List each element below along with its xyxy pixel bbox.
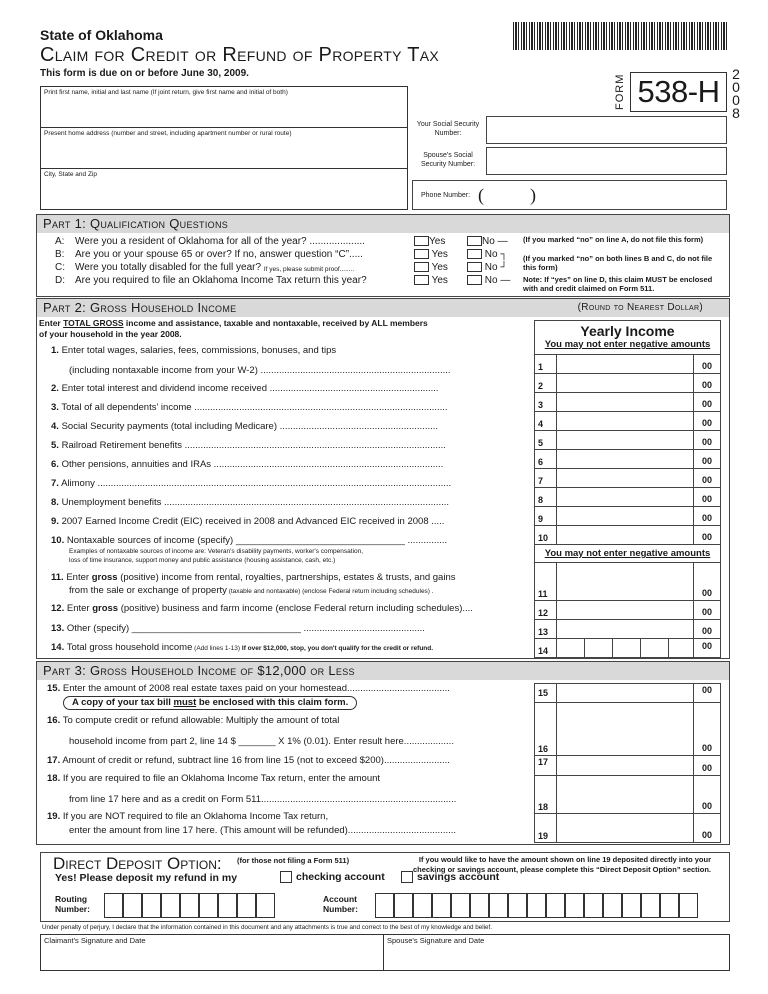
account-digit-box[interactable]: [394, 893, 413, 918]
no-checkbox-d[interactable]: [467, 275, 482, 285]
form-title: Claim for Credit or Refund of Property Tax: [40, 44, 440, 66]
amount-input-11[interactable]: [557, 563, 694, 600]
box-number: 9: [535, 507, 557, 525]
cents: 00: [701, 830, 712, 840]
amount-input-16[interactable]: [557, 703, 694, 755]
no-label: No: [484, 275, 498, 286]
line-note: (taxable and nontaxable) (enclose Federal return including schedules) .: [226, 588, 434, 595]
amount-row-5: [535, 430, 720, 449]
line-number: 2.: [51, 383, 59, 394]
amount-row-14: [535, 638, 720, 657]
account-digit-box[interactable]: [660, 893, 679, 918]
amount-row-2: [535, 373, 720, 392]
line-text: Enter total interest and dividend income received ................................................................: [61, 383, 439, 394]
part2-header: [37, 299, 729, 317]
amount-input-2[interactable]: [557, 374, 694, 392]
amount-input-12[interactable]: [557, 601, 694, 619]
no-label: No: [484, 262, 498, 273]
question-text: Are you required to file an Oklahoma Income Tax return this year?: [75, 275, 367, 286]
ssn-label: Your Social Security Number:: [416, 121, 480, 137]
yearly-income-title: Yearly Income: [580, 323, 675, 339]
line-16: [47, 715, 339, 726]
line-text: To compute credit or refund allowable: Multiply the amount of total: [62, 715, 340, 726]
cents: 00: [701, 475, 712, 485]
cents: 00: [701, 532, 712, 542]
routing-digit-box[interactable]: [199, 893, 218, 918]
due-date: This form is due on or before June 30, 2009.: [40, 68, 249, 79]
barcode: [513, 22, 727, 50]
line-number: 1.: [51, 345, 59, 356]
cents: 00: [701, 494, 712, 504]
no-checkbox-a[interactable]: [467, 236, 482, 246]
account-number-boxes[interactable]: [375, 893, 698, 918]
line-5: [51, 440, 446, 451]
question-letter: C:: [55, 262, 65, 273]
line-2: [51, 383, 439, 394]
account-digit-box[interactable]: [565, 893, 584, 918]
cents: 00: [701, 588, 712, 598]
amount-input-18[interactable]: [557, 776, 694, 813]
part1-section: Part 1: Qualification Questions A: Were you a resident of Oklahoma for all of the year? .................... B: Are you or your spouse 65 or over? If no, answer question “C”..... C: Were you totally disabled for the full year? If yes, please submit proof........ D: Are you required to file an Oklahoma Income Tax return this year? Yes Yes Yes Yes No — No ┐ No ┘ No — (If you marked “no” on line A, do not file this form) (If you marked “no” on both lines B and C, do not file this form) Note: If “yes” on line D, this claim MUST be enclosed with and credit claimed on Form 511.: [36, 214, 730, 297]
no-negative-note: You may not enter negative amounts: [544, 339, 711, 350]
line-15: [47, 683, 450, 694]
line-10-examples: loss of time insurance, support money and public assistance (housing assistance, cash, etc.): [69, 557, 336, 564]
amount-row-6: [535, 449, 720, 468]
box-number: 4: [535, 412, 557, 430]
line-text: Total gross household income: [66, 642, 193, 653]
claimant-signature-field[interactable]: [41, 935, 384, 970]
paren-close: ): [530, 184, 537, 205]
account-label-line: Number:: [323, 904, 358, 914]
account-digit-box[interactable]: [508, 893, 527, 918]
line-text: Total of all dependents' income ................................................................................................: [61, 402, 448, 413]
routing-digit-box[interactable]: [142, 893, 161, 918]
box-number: 5: [535, 431, 557, 449]
line-13: [51, 623, 425, 634]
box-number: 6: [535, 450, 557, 468]
line-number: 11.: [51, 572, 64, 583]
routing-digit-box[interactable]: [256, 893, 275, 918]
line-text: (positive) income from rental, royalties, partnerships, estates & trusts, and gains: [117, 572, 456, 583]
question-a: [55, 236, 365, 247]
checking-label: checking account: [296, 871, 385, 883]
cents: 00: [701, 801, 712, 811]
state-name: State of Oklahoma: [40, 27, 163, 43]
line-number: 4.: [51, 421, 59, 432]
yes-label: Yes: [431, 262, 448, 273]
line-8: [51, 497, 449, 508]
cents: 00: [701, 418, 712, 428]
amount-row-11: [535, 562, 720, 600]
yes-checkbox-b[interactable]: [414, 249, 429, 259]
note-line-d: Note: If “yes” on line D, this claim MUST be enclosed with and credit claimed on Form 511.: [523, 275, 713, 293]
part3-section: [36, 661, 730, 845]
part2-section: [36, 298, 730, 659]
amount-input-9[interactable]: [557, 507, 694, 525]
line-number: 14.: [51, 642, 65, 653]
spouse-signature-field[interactable]: [384, 935, 729, 970]
amount-input-3[interactable]: [557, 393, 694, 411]
account-label-line: Account: [323, 894, 357, 904]
line-11-cont: [69, 585, 434, 596]
box-number: 13: [535, 620, 557, 638]
question-text: Are you or your spouse 65 or over? If no, answer question “C”.....: [75, 249, 363, 260]
account-digit-box[interactable]: [413, 893, 432, 918]
cents: 00: [701, 685, 712, 695]
question-letter: D:: [55, 275, 65, 286]
line-text: from the sale or exchange of property: [69, 585, 227, 596]
yes-checkbox-d[interactable]: [414, 275, 429, 285]
amount-row-10: [535, 525, 720, 544]
cents: 00: [701, 607, 712, 617]
address-field[interactable]: [41, 128, 407, 169]
account-digit-box[interactable]: [527, 893, 546, 918]
line-16-cont: household income from part 2, line 14 $ _______ X 1% (0.01). Enter result here...................: [69, 736, 454, 747]
account-digit-box[interactable]: [546, 893, 565, 918]
amount-row-13: [535, 619, 720, 638]
question-letter: A:: [55, 236, 65, 247]
box-number: 8: [535, 488, 557, 506]
round-note: (Round to Nearest Dollar): [577, 302, 703, 313]
line-1: [51, 345, 336, 356]
question-text: Were you totally disabled for the full year?: [75, 262, 262, 273]
line-1-cont: [69, 365, 451, 376]
notice-text: A copy of your tax bill: [72, 697, 174, 708]
account-digit-box[interactable]: [584, 893, 603, 918]
phone-label: Phone Number:: [421, 191, 471, 199]
year-digit: 2: [732, 66, 740, 82]
line-number: 9.: [51, 516, 59, 527]
cents: 00: [701, 399, 712, 409]
no-checkbox-b[interactable]: [467, 249, 482, 259]
amount-row-8: [535, 487, 720, 506]
account-digit-box[interactable]: [451, 893, 470, 918]
line-text: Enter: [66, 572, 92, 583]
box-number: 10: [535, 526, 557, 544]
account-digit-box[interactable]: [622, 893, 641, 918]
amount-input-13[interactable]: [557, 620, 694, 638]
box-number: 12: [535, 601, 557, 619]
line-text: Railroad Retirement benefits ...................................................................................................: [61, 440, 446, 451]
line-text: Other pensions, annuities and IRAs .......................................................................................: [61, 459, 444, 470]
notice-text: be enclosed with this claim form.: [196, 697, 349, 708]
line-text: Amount of credit or refund, subtract line 16 from line 15 (not to exceed $200).........................: [62, 755, 450, 766]
line-4: [51, 421, 438, 432]
line-number: 15.: [47, 683, 61, 694]
amount-row-9: [535, 506, 720, 525]
line-3: [51, 402, 448, 413]
box-number: 19: [535, 814, 557, 842]
box-number: 7: [535, 469, 557, 487]
amount-input-15[interactable]: [557, 683, 694, 702]
amount-input-10[interactable]: [557, 526, 694, 544]
part2-heading: Part 2: Gross Household Income: [43, 300, 237, 315]
amount-row-19: [535, 813, 720, 842]
routing-digit-box[interactable]: [218, 893, 237, 918]
yes-checkbox-c[interactable]: [414, 262, 429, 272]
intro-text: Enter: [39, 318, 64, 328]
account-digit-box[interactable]: [679, 893, 698, 918]
account-label: [323, 894, 358, 914]
account-digit-box[interactable]: [375, 893, 394, 918]
yes-checkbox-a[interactable]: [414, 236, 429, 246]
line-emphasis: gross: [92, 603, 119, 614]
line-text: Other (specify) ________________________________ ..............................................: [66, 623, 425, 634]
question-letter: B:: [55, 249, 65, 260]
cents: 00: [701, 626, 712, 636]
cents: 00: [701, 380, 712, 390]
line-text: If you are required to file an Oklahoma Income Tax return, enter the amount: [62, 773, 381, 784]
line-19-cont: enter the amount from line 17 here. (This amount will be refunded).........................................: [69, 825, 457, 836]
line-number: 3.: [51, 402, 59, 413]
notice-emphasis: must: [173, 697, 197, 708]
line-6: [51, 459, 443, 470]
part3-heading: Part 3: Gross Household Income of $12,000 or Less: [37, 662, 729, 680]
box-number: 15: [535, 683, 557, 702]
line-text: 2007 Earned Income Credit (EIC) received in 2008 and Advanced EIC received in 2008 .....: [61, 516, 445, 527]
income-limit-warning: If over $12,000, stop, you don't qualify for the credit or refund.: [240, 645, 434, 652]
part3-amount-column: [534, 683, 721, 843]
yes-label: Yes: [431, 275, 448, 286]
amount-input-14[interactable]: [557, 639, 694, 657]
line-17: [47, 755, 450, 766]
line-text: Nontaxable sources of income (specify) ________________________________ ...............: [66, 535, 448, 546]
box-number: 1: [535, 355, 557, 373]
amount-row-12: [535, 600, 720, 619]
form-number: 538-H: [630, 72, 727, 112]
account-digit-box[interactable]: [641, 893, 660, 918]
amount-input-1[interactable]: [557, 355, 694, 373]
line-number: 5.: [51, 440, 59, 451]
savings-label: savings account: [417, 871, 500, 883]
line-number: 7.: [51, 478, 59, 489]
intro-text: income and assistance, taxable and nontaxable, received by ALL members: [123, 318, 428, 328]
line-emphasis: gross: [91, 572, 118, 583]
note-line-a: (If you marked “no” on line A, do not file this form): [523, 235, 704, 244]
line-text: (including nontaxable income from your W-2) ........................................................................: [69, 365, 451, 376]
amount-row-15: [535, 683, 720, 702]
question-b: [55, 249, 363, 260]
address-label: Present home address (number and street, including apartment number or rural route): [44, 130, 292, 137]
account-digit-box[interactable]: [470, 893, 489, 918]
amount-input-17[interactable]: [557, 756, 694, 775]
box-number: 11: [535, 563, 557, 600]
yes-label: Yes: [431, 249, 448, 260]
line-text: Enter the amount of 2008 real estate taxes paid on your homestead.......................................: [62, 683, 450, 694]
line-note: (Add lines 1-13): [192, 645, 241, 652]
amount-input-4[interactable]: [557, 412, 694, 430]
question-c: [55, 262, 354, 273]
signature-section: [40, 934, 730, 971]
box-number: 3: [535, 393, 557, 411]
line-12: [51, 603, 473, 614]
taxpayer-info-box: [40, 86, 408, 210]
spouse-ssn-label: Spouse's Social Security Number:: [420, 152, 476, 168]
account-digit-box[interactable]: [432, 893, 451, 918]
direct-deposit-subtitle: (for those not filing a Form 511): [237, 856, 350, 865]
line-number: 8.: [51, 497, 59, 508]
line-11: [51, 572, 456, 583]
routing-digit-box[interactable]: [161, 893, 180, 918]
routing-digit-box[interactable]: [237, 893, 256, 918]
checking-checkbox[interactable]: [280, 871, 292, 883]
account-digit-box[interactable]: [603, 893, 622, 918]
amount-row-18: [535, 775, 720, 813]
line-text: Enter total wages, salaries, fees, commissions, bonuses, and tips: [61, 345, 337, 356]
line-text: If you are NOT required to file an Oklahoma Income Tax return,: [62, 811, 329, 822]
line-10-examples: Examples of nontaxable sources of income are: Veteran's disability payments, worker's compensation,: [69, 548, 364, 555]
line-number: 19.: [47, 811, 61, 822]
cents: 00: [701, 763, 712, 773]
line-18: [47, 773, 380, 784]
yes-label: Yes: [429, 236, 446, 247]
line-text: Alimony ......................................................................................................................................: [61, 478, 452, 489]
line-10: [51, 535, 447, 546]
question-note: If yes, please submit proof........: [263, 266, 355, 273]
line-number: 12.: [51, 603, 65, 614]
question-d: [55, 275, 367, 286]
line-text: Social Security payments (total including Medicare) ............................................................: [61, 421, 439, 432]
ssn-field[interactable]: [486, 116, 727, 144]
no-label: No: [484, 249, 498, 260]
name-field[interactable]: [41, 87, 407, 128]
line-number: 18.: [47, 773, 61, 784]
cents: 00: [701, 361, 712, 371]
routing-label-line: Number:: [55, 904, 90, 914]
line-number: 6.: [51, 459, 59, 470]
line-text: (positive) business and farm income (enclose Federal return including schedules)....: [118, 603, 473, 614]
year-digit: 0: [732, 92, 740, 108]
routing-label: [55, 894, 90, 914]
routing-digit-box[interactable]: [123, 893, 142, 918]
amount-row-1: [535, 354, 720, 373]
box-number: 14: [535, 639, 557, 657]
question-text: Were you a resident of Oklahoma for all of the year? ....................: [75, 236, 365, 247]
amount-input-6[interactable]: [557, 450, 694, 468]
direct-deposit-title: Direct Deposit Option:: [53, 854, 222, 873]
routing-digit-box[interactable]: [180, 893, 199, 918]
line-number: 13.: [51, 623, 65, 634]
year-digit: 8: [732, 105, 740, 121]
no-negative-note-2: You may not enter negative amounts: [535, 544, 720, 562]
box-number: 18: [535, 776, 557, 813]
intro-emphasis: TOTAL GROSS: [63, 318, 124, 328]
line-19: [47, 811, 328, 822]
routing-label-line: Routing: [55, 894, 88, 904]
amount-row-4: [535, 411, 720, 430]
box-number: 16: [535, 703, 557, 755]
city-label: City, State and Zip: [44, 171, 97, 178]
part1-heading: Part 1: Qualification Questions: [37, 215, 729, 233]
phone-field[interactable]: [412, 180, 727, 210]
claimant-signature-label: Claimant's Signature and Date: [44, 936, 146, 945]
line-number: 10.: [51, 535, 65, 546]
year-digit: 0: [732, 79, 740, 95]
deposit-instructions: If you would like to have the amount shown on line 19 deposited directly into your checking or savings account, please complete this “Direct Deposit Option” section.: [413, 855, 711, 874]
routing-digit-box[interactable]: [104, 893, 123, 918]
account-digit-box[interactable]: [489, 893, 508, 918]
name-label: Print first name, initial and last name (If joint return, give first name and initial of both): [44, 89, 288, 96]
amount-input-5[interactable]: [557, 431, 694, 449]
box-number: 17: [535, 756, 557, 775]
cents: 00: [701, 437, 712, 447]
no-checkbox-c[interactable]: [467, 262, 482, 272]
line-14: [51, 642, 433, 653]
checking-option[interactable]: [280, 871, 385, 883]
line-7: [51, 478, 451, 489]
routing-number-boxes[interactable]: [104, 893, 275, 918]
part2-intro: [39, 318, 428, 340]
line-18-cont: from line 17 here and as a credit on Form 511..........................................................................: [69, 794, 457, 805]
amount-row-3: [535, 392, 720, 411]
city-state-zip-field[interactable]: [41, 169, 407, 210]
note-line-bc: (If you marked “no” on both lines B and C, do not file this form): [523, 254, 713, 272]
spouse-ssn-field[interactable]: [486, 147, 727, 175]
deposit-yes-text: Yes! Please deposit my refund in my: [55, 872, 238, 884]
amount-input-19[interactable]: [557, 814, 694, 842]
form-label: FORM: [614, 73, 626, 111]
form-year: [730, 68, 742, 120]
amount-row-7: [535, 468, 720, 487]
amount-row-16: [535, 702, 720, 755]
amount-row-17: [535, 755, 720, 775]
intro-text: of your household in the year 2008.: [39, 329, 182, 339]
paren-open: (: [478, 184, 485, 205]
line-number: 16.: [47, 715, 61, 726]
cents: 00: [701, 743, 712, 753]
cents: 00: [701, 641, 712, 651]
box-number: 2: [535, 374, 557, 392]
amount-input-7[interactable]: [557, 469, 694, 487]
amount-input-8[interactable]: [557, 488, 694, 506]
direct-deposit-section: [40, 852, 730, 922]
spouse-signature-label: Spouse's Signature and Date: [387, 936, 485, 945]
perjury-statement: Under penalty of perjury, I declare that the information contained in this document and any attachments is true and correct to the best of my knowledge and belief.: [42, 924, 493, 931]
no-label: No: [482, 236, 495, 247]
cents: 00: [701, 456, 712, 466]
line-9: [51, 516, 444, 527]
yearly-income-column: [534, 320, 721, 658]
line-text: Unemployment benefits ............................................................................................................: [61, 497, 450, 508]
line-number: 17.: [47, 755, 61, 766]
cents: 00: [701, 513, 712, 523]
tax-bill-notice: [63, 696, 357, 710]
line-text: Enter: [66, 603, 93, 614]
